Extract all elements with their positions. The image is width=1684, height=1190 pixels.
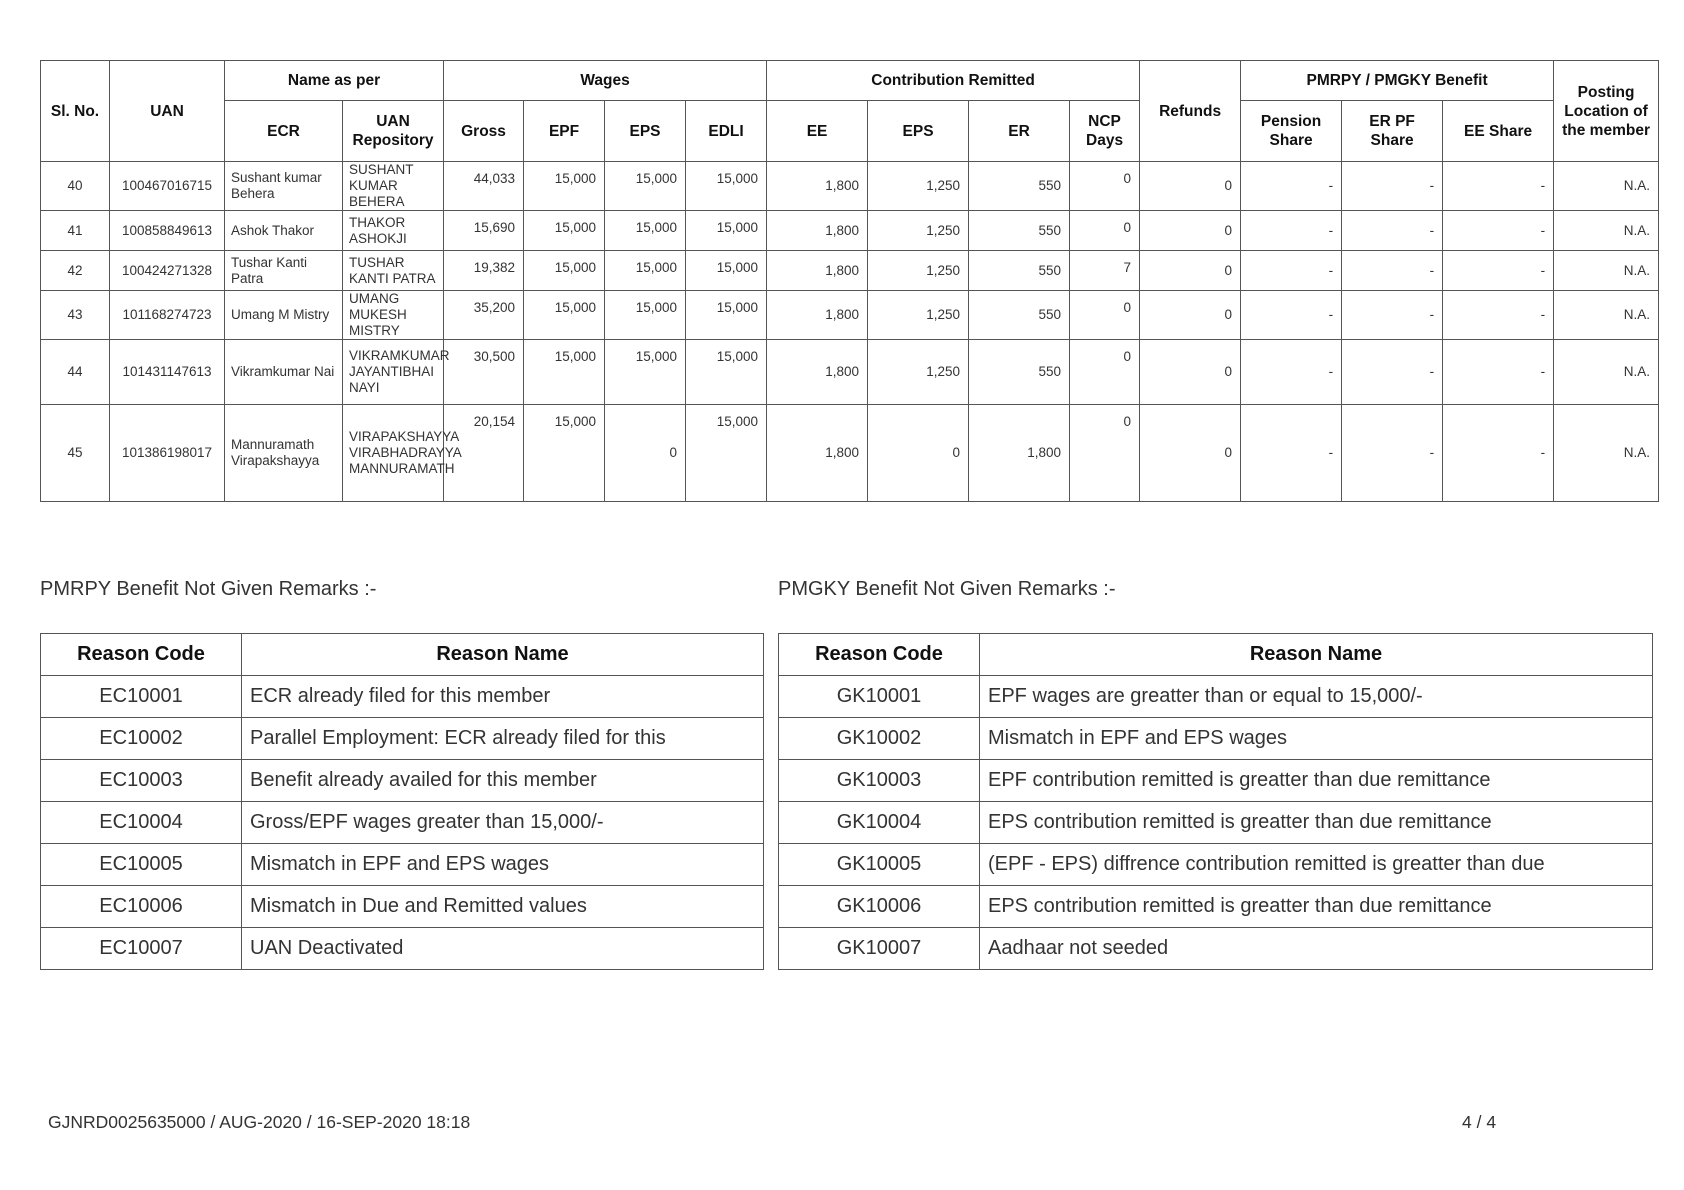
pmgky-reason-code: GK10006 [779,886,980,928]
ncp-days-cell: 0 [1070,291,1140,340]
gross-cell: 30,500 [444,340,524,405]
er-cell: 1,800 [969,405,1070,502]
ncp-days-cell: 0 [1070,340,1140,405]
ee-share-cell: - [1443,291,1554,340]
ecr-name-cell: Umang M Mistry [225,291,343,340]
uan-cell: 101386198017 [110,405,225,502]
pmrpy-reason-name: Gross/EPF wages greater than 15,000/- [242,802,764,844]
pmrpy-reason-table [40,633,764,970]
pmgky-reason-name: Mismatch in EPF and EPS wages [980,718,1653,760]
edli-cell: 15,000 [686,291,767,340]
epf-cell: 15,000 [524,291,605,340]
pmgky-reason-name: EPS contribution remitted is greatter than due remittance [980,802,1653,844]
refunds-cell: 0 [1140,251,1241,291]
er-pf-share-cell: - [1342,340,1443,405]
uan-name-cell: TUSHAR KANTI PATRA [343,251,444,291]
ee-share-cell: - [1443,405,1554,502]
refunds-cell: 0 [1140,211,1241,251]
eps-contribution-cell: 1,250 [868,291,969,340]
eps-wages-cell: 15,000 [605,162,686,211]
eps-wages-cell: 15,000 [605,340,686,405]
ncp-days-cell: 0 [1070,162,1140,211]
header-eps: EPS [605,101,686,162]
sl-no-cell: 41 [41,211,110,251]
pmrpy-reason-row [41,676,764,718]
uan-name-cell: UMANG MUKESH MISTRY [343,291,444,340]
er-pf-share-cell: - [1342,251,1443,291]
header-posting-location: Posting Location of the member [1554,61,1659,162]
sl-no-cell: 45 [41,405,110,502]
eps-contribution-cell: 0 [868,405,969,502]
pmgky-reason-name: EPF wages are greatter than or equal to 15,000/- [980,676,1653,718]
refunds-cell: 0 [1140,340,1241,405]
er-cell: 550 [969,340,1070,405]
pmrpy-reason-name: ECR already filed for this member [242,676,764,718]
pmrpy-reason-code: EC10007 [41,928,242,970]
pmgky-reason-code: GK10004 [779,802,980,844]
er-pf-share-cell: - [1342,291,1443,340]
pmgky-reason-row [779,718,1653,760]
sl-no-cell: 42 [41,251,110,291]
refunds-cell: 0 [1140,162,1241,211]
pension-share-cell: - [1241,251,1342,291]
table-row [41,162,1659,211]
pmgky-header-reason-name: Reason Name [980,634,1653,676]
pmgky-remarks-title: PMGKY Benefit Not Given Remarks :- [778,578,1116,600]
posting-location-cell: N.A. [1554,291,1659,340]
header-uan-repository: UAN Repository [343,101,444,162]
posting-location-cell: N.A. [1554,211,1659,251]
pmgky-reason-name: EPS contribution remitted is greatter than due remittance [980,886,1653,928]
pmrpy-reason-code: EC10005 [41,844,242,886]
pmgky-reason-code: GK10007 [779,928,980,970]
footer-reference: GJNRD0025635000 / AUG-2020 / 16-SEP-2020 18:18 [48,1112,471,1132]
header-uan: UAN [110,61,225,162]
posting-location-cell: N.A. [1554,251,1659,291]
pmrpy-reason-name: Mismatch in Due and Remitted values [242,886,764,928]
ee-cell: 1,800 [767,162,868,211]
header-sl-no: Sl. No. [41,61,110,162]
gross-cell: 19,382 [444,251,524,291]
header-pension-share: Pension Share [1241,101,1342,162]
header-contribution-remitted: Contribution Remitted [767,61,1140,101]
uan-cell: 100424271328 [110,251,225,291]
table-row [41,251,1659,291]
pension-share-cell: - [1241,405,1342,502]
ee-share-cell: - [1443,211,1554,251]
pmrpy-reason-row [41,802,764,844]
ee-share-cell: - [1443,162,1554,211]
ecr-name-cell: Ashok Thakor [225,211,343,251]
gross-cell: 15,690 [444,211,524,251]
ecr-name-cell: Tushar Kanti Patra [225,251,343,291]
ecr-name-cell: Mannuramath Virapakshayya [225,405,343,502]
edli-cell: 15,000 [686,251,767,291]
pmgky-reason-row [779,676,1653,718]
pmrpy-reason-row [41,718,764,760]
ncp-days-cell: 0 [1070,211,1140,251]
pmgky-reason-code: GK10005 [779,844,980,886]
ecr-member-table [40,60,1659,502]
pmgky-reason-row [779,802,1653,844]
header-ncp-days: NCP Days [1070,101,1140,162]
header-gross: Gross [444,101,524,162]
er-pf-share-cell: - [1342,211,1443,251]
sl-no-cell: 44 [41,340,110,405]
epf-cell: 15,000 [524,340,605,405]
header-edli: EDLI [686,101,767,162]
epf-cell: 15,000 [524,162,605,211]
header-wages: Wages [444,61,767,101]
er-pf-share-cell: - [1342,405,1443,502]
refunds-cell: 0 [1140,291,1241,340]
header-ecr: ECR [225,101,343,162]
sl-no-cell: 40 [41,162,110,211]
pension-share-cell: - [1241,340,1342,405]
posting-location-cell: N.A. [1554,405,1659,502]
table-row [41,211,1659,251]
pmgky-reason-row [779,760,1653,802]
epf-cell: 15,000 [524,251,605,291]
ee-cell: 1,800 [767,291,868,340]
edli-cell: 15,000 [686,405,767,502]
gross-cell: 35,200 [444,291,524,340]
pension-share-cell: - [1241,291,1342,340]
header-refunds: Refunds [1140,61,1241,162]
pmrpy-table-body [41,676,764,970]
ecr-name-cell: Sushant kumar Behera [225,162,343,211]
pmrpy-reason-code: EC10003 [41,760,242,802]
pmrpy-reason-row [41,886,764,928]
pmrpy-reason-name: Benefit already availed for this member [242,760,764,802]
pmrpy-reason-row [41,760,764,802]
pmrpy-reason-code: EC10004 [41,802,242,844]
pmrpy-reason-code: EC10001 [41,676,242,718]
eps-wages-cell: 15,000 [605,211,686,251]
pmgky-reason-table [778,633,1653,970]
pmgky-reason-row [779,886,1653,928]
edli-cell: 15,000 [686,340,767,405]
ee-cell: 1,800 [767,211,868,251]
uan-name-cell: SUSHANT KUMAR BEHERA [343,162,444,211]
uan-name-cell: THAKOR ASHOKJI [343,211,444,251]
ecr-table-body [41,162,1659,502]
ncp-days-cell: 7 [1070,251,1140,291]
er-cell: 550 [969,251,1070,291]
edli-cell: 15,000 [686,211,767,251]
pmrpy-reason-row [41,844,764,886]
header-contribution-eps: EPS [868,101,969,162]
page-number: 4 / 4 [1462,1112,1497,1132]
header-ee: EE [767,101,868,162]
pmrpy-reason-row [41,928,764,970]
gross-cell: 44,033 [444,162,524,211]
pension-share-cell: - [1241,211,1342,251]
uan-cell: 101168274723 [110,291,225,340]
ecr-name-cell: Vikramkumar Nai [225,340,343,405]
uan-cell: 100858849613 [110,211,225,251]
pmrpy-header-reason-name: Reason Name [242,634,764,676]
pmgky-reason-row [779,928,1653,970]
er-cell: 550 [969,162,1070,211]
refunds-cell: 0 [1140,405,1241,502]
edli-cell: 15,000 [686,162,767,211]
epf-cell: 15,000 [524,405,605,502]
pmgky-header-reason-code: Reason Code [779,634,980,676]
pmrpy-remarks-title: PMRPY Benefit Not Given Remarks :- [40,578,377,600]
pmgky-reason-row [779,844,1653,886]
uan-cell: 100467016715 [110,162,225,211]
table-row [41,291,1659,340]
pmrpy-reason-name: Mismatch in EPF and EPS wages [242,844,764,886]
er-cell: 550 [969,291,1070,340]
uan-name-cell: VIKRAMKUMAR JAYANTIBHAI NAYI [343,340,444,405]
pmrpy-reason-code: EC10006 [41,886,242,928]
epf-cell: 15,000 [524,211,605,251]
eps-wages-cell: 15,000 [605,291,686,340]
ncp-days-cell: 0 [1070,405,1140,502]
header-er: ER [969,101,1070,162]
eps-wages-cell: 0 [605,405,686,502]
pmrpy-header-reason-code: Reason Code [41,634,242,676]
pmrpy-reason-name: UAN Deactivated [242,928,764,970]
ee-share-cell: - [1443,251,1554,291]
header-epf: EPF [524,101,605,162]
table-row [41,405,1659,502]
header-ee-share: EE Share [1443,101,1554,162]
pension-share-cell: - [1241,162,1342,211]
pmgky-reason-name: (EPF - EPS) diffrence contribution remitted is greatter than due [980,844,1653,886]
eps-contribution-cell: 1,250 [868,340,969,405]
uan-cell: 101431147613 [110,340,225,405]
pmgky-reason-code: GK10003 [779,760,980,802]
header-benefit: PMRPY / PMGKY Benefit [1241,61,1554,101]
ee-cell: 1,800 [767,251,868,291]
er-cell: 550 [969,211,1070,251]
pmrpy-reason-code: EC10002 [41,718,242,760]
ee-share-cell: - [1443,340,1554,405]
pmgky-table-body [779,676,1653,970]
posting-location-cell: N.A. [1554,340,1659,405]
table-row [41,340,1659,405]
pmgky-reason-name: Aadhaar not seeded [980,928,1653,970]
eps-contribution-cell: 1,250 [868,251,969,291]
ee-cell: 1,800 [767,405,868,502]
eps-wages-cell: 15,000 [605,251,686,291]
posting-location-cell: N.A. [1554,162,1659,211]
gross-cell: 20,154 [444,405,524,502]
eps-contribution-cell: 1,250 [868,211,969,251]
sl-no-cell: 43 [41,291,110,340]
pmgky-reason-code: GK10001 [779,676,980,718]
uan-name-cell: VIRAPAKSHAYYA VIRABHADRAYYA MANNURAMATH [343,405,444,502]
pmrpy-reason-name: Parallel Employment: ECR already filed for this [242,718,764,760]
pmgky-reason-code: GK10002 [779,718,980,760]
eps-contribution-cell: 1,250 [868,162,969,211]
er-pf-share-cell: - [1342,162,1443,211]
header-er-pf-share: ER PF Share [1342,101,1443,162]
ee-cell: 1,800 [767,340,868,405]
pmgky-reason-name: EPF contribution remitted is greatter than due remittance [980,760,1653,802]
header-name-as-per: Name as per [225,61,444,101]
